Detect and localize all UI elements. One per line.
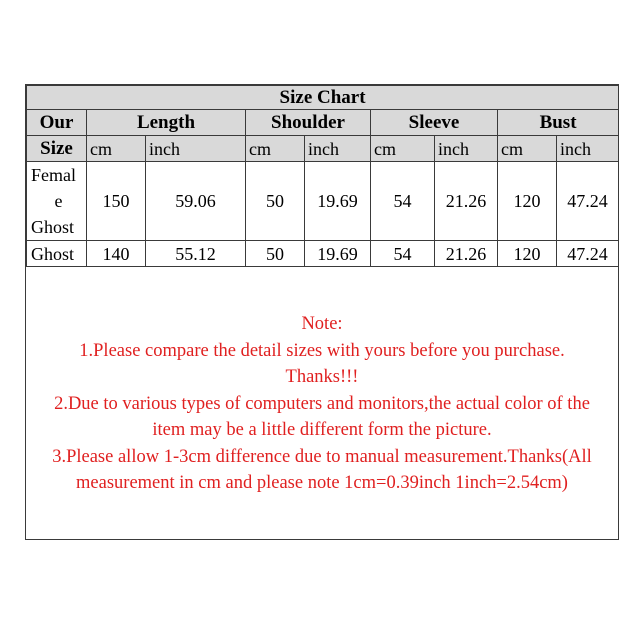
sleeve-unit-cm: cm bbox=[371, 136, 435, 162]
length-cm-value: 150 bbox=[87, 162, 146, 241]
note-line: 1.Please compare the detail sizes with yours before you purchase. bbox=[79, 340, 565, 361]
bust-inch-value: 47.24 bbox=[557, 162, 619, 241]
size-name-line: Ghost bbox=[31, 217, 75, 237]
our-size-label-bottom: Size bbox=[27, 136, 87, 162]
table-row bbox=[27, 162, 619, 241]
our-size-label-top: Our bbox=[27, 110, 87, 136]
length-inch-value: 59.06 bbox=[146, 162, 246, 241]
bust-cm-value: 120 bbox=[498, 162, 557, 241]
header-length: Length bbox=[87, 110, 246, 136]
sleeve-unit-inch: inch bbox=[435, 136, 498, 162]
length-unit-cm: cm bbox=[87, 136, 146, 162]
size-name-line: e bbox=[54, 191, 63, 211]
shoulder-cm-value: 50 bbox=[246, 162, 305, 241]
bust-unit-inch: inch bbox=[557, 136, 619, 162]
sleeve-inch-value: 21.26 bbox=[435, 241, 498, 267]
size-name-cell bbox=[27, 162, 87, 241]
bust-cm-value: 120 bbox=[498, 241, 557, 267]
note-line: measurement in cm and please note 1cm=0.39inch 1inch=2.54cm) bbox=[76, 473, 568, 493]
notes-block bbox=[26, 311, 618, 497]
size-name-cell: Ghost bbox=[27, 241, 87, 267]
shoulder-cm-value: 50 bbox=[246, 241, 305, 267]
shoulder-unit-cm: cm bbox=[246, 136, 305, 162]
note-line: item may be a little different form the picture. bbox=[152, 420, 492, 440]
length-inch-value: 55.12 bbox=[146, 241, 246, 267]
table-row bbox=[27, 241, 619, 267]
shoulder-inch-value: 19.69 bbox=[305, 241, 371, 267]
header-sleeve: Sleeve bbox=[371, 110, 498, 136]
header-shoulder: Shoulder bbox=[246, 110, 371, 136]
note-line: 3.Please allow 1-3cm difference due to manual measurement.Thanks(All bbox=[52, 446, 592, 467]
note-line: Thanks!!! bbox=[285, 367, 359, 387]
header-bust: Bust bbox=[498, 110, 619, 136]
bust-inch-value: 47.24 bbox=[557, 241, 619, 267]
length-cm-value: 140 bbox=[87, 241, 146, 267]
shoulder-inch-value: 19.69 bbox=[305, 162, 371, 241]
unit-header-row bbox=[27, 136, 619, 162]
sleeve-cm-value: 54 bbox=[371, 162, 435, 241]
size-chart-table bbox=[26, 85, 619, 267]
measurement-header-row bbox=[27, 110, 619, 136]
size-name-line: Femal bbox=[31, 165, 76, 185]
shoulder-unit-inch: inch bbox=[305, 136, 371, 162]
sleeve-inch-value: 21.26 bbox=[435, 162, 498, 241]
size-chart-panel bbox=[25, 84, 619, 540]
bust-unit-cm: cm bbox=[498, 136, 557, 162]
sleeve-cm-value: 54 bbox=[371, 241, 435, 267]
note-line: 2.Due to various types of computers and monitors,the actual color of the bbox=[54, 393, 590, 414]
size-chart-title: Size Chart bbox=[27, 86, 619, 110]
note-heading: Note: bbox=[301, 314, 343, 334]
length-unit-inch: inch bbox=[146, 136, 246, 162]
